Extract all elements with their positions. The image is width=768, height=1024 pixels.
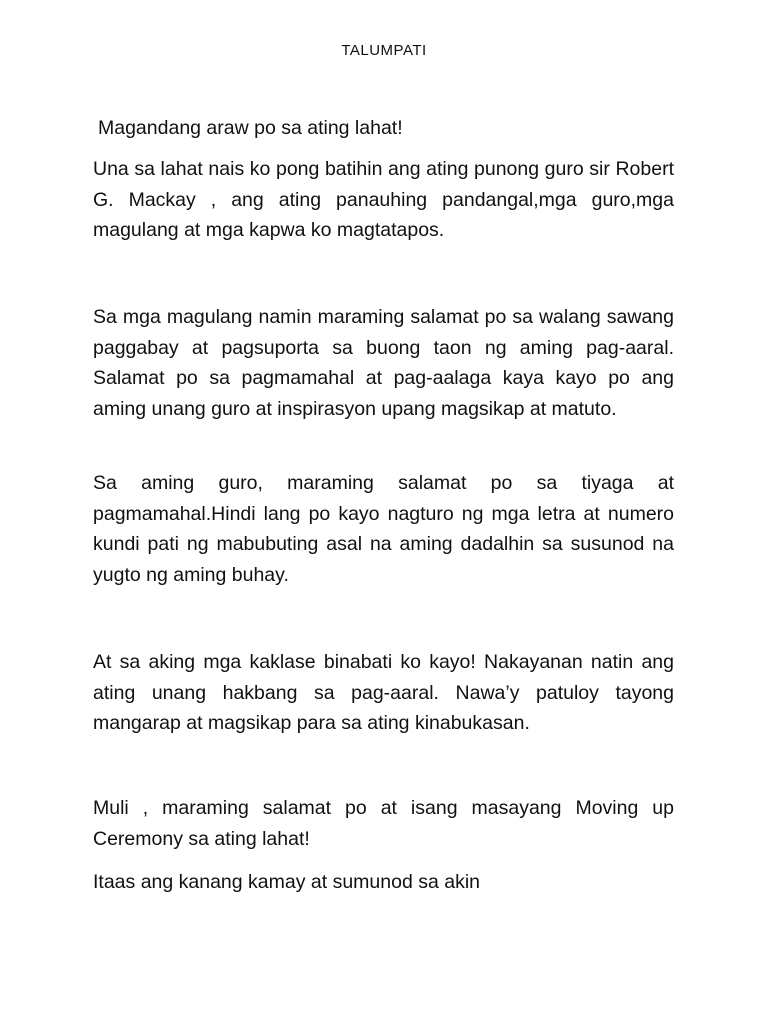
paragraph-2: Sa mga magulang namin maraming salamat po sa walang sawang paggabay at pagsuporta sa buong taon ng aming pag-aaral. Salamat po sa pagmamahal at pag-aalaga kaya kayo po ang aming unang guro at inspirasyon upang magsikap at matuto. bbox=[93, 306, 674, 420]
greeting: Magandang araw po sa ating lahat! bbox=[98, 117, 403, 139]
paragraph-4: At sa aking mga kaklase binabati ko kayo! Nakayanan natin ang ating unang hakbang sa pag-aaral. Nawa’y patuloy tayong mangarap at magsikap para sa ating kinabukasan. bbox=[93, 651, 674, 734]
document-title: TALUMPATI bbox=[341, 42, 427, 59]
paragraph-5: Muli , maraming salamat po at isang masayang Moving up Ceremony sa ating lahat! bbox=[93, 797, 674, 850]
paragraph-1: Una sa lahat nais ko pong batihin ang ating punong guro sir Robert G. Mackay , ang ating panauhing pandangal,mga guro,mga magulang at mga kapwa ko magtatapos. bbox=[93, 158, 674, 241]
closing-line: Itaas ang kanang kamay at sumunod sa akin bbox=[93, 871, 480, 893]
paragraph-3: Sa aming guro, maraming salamat po sa tiyaga at pagmamahal.Hindi lang po kayo nagturo ng mga letra at numero kundi pati ng mabubuting asal na aming dadalhin sa susunod na yugto ng aming buhay. bbox=[93, 472, 674, 586]
